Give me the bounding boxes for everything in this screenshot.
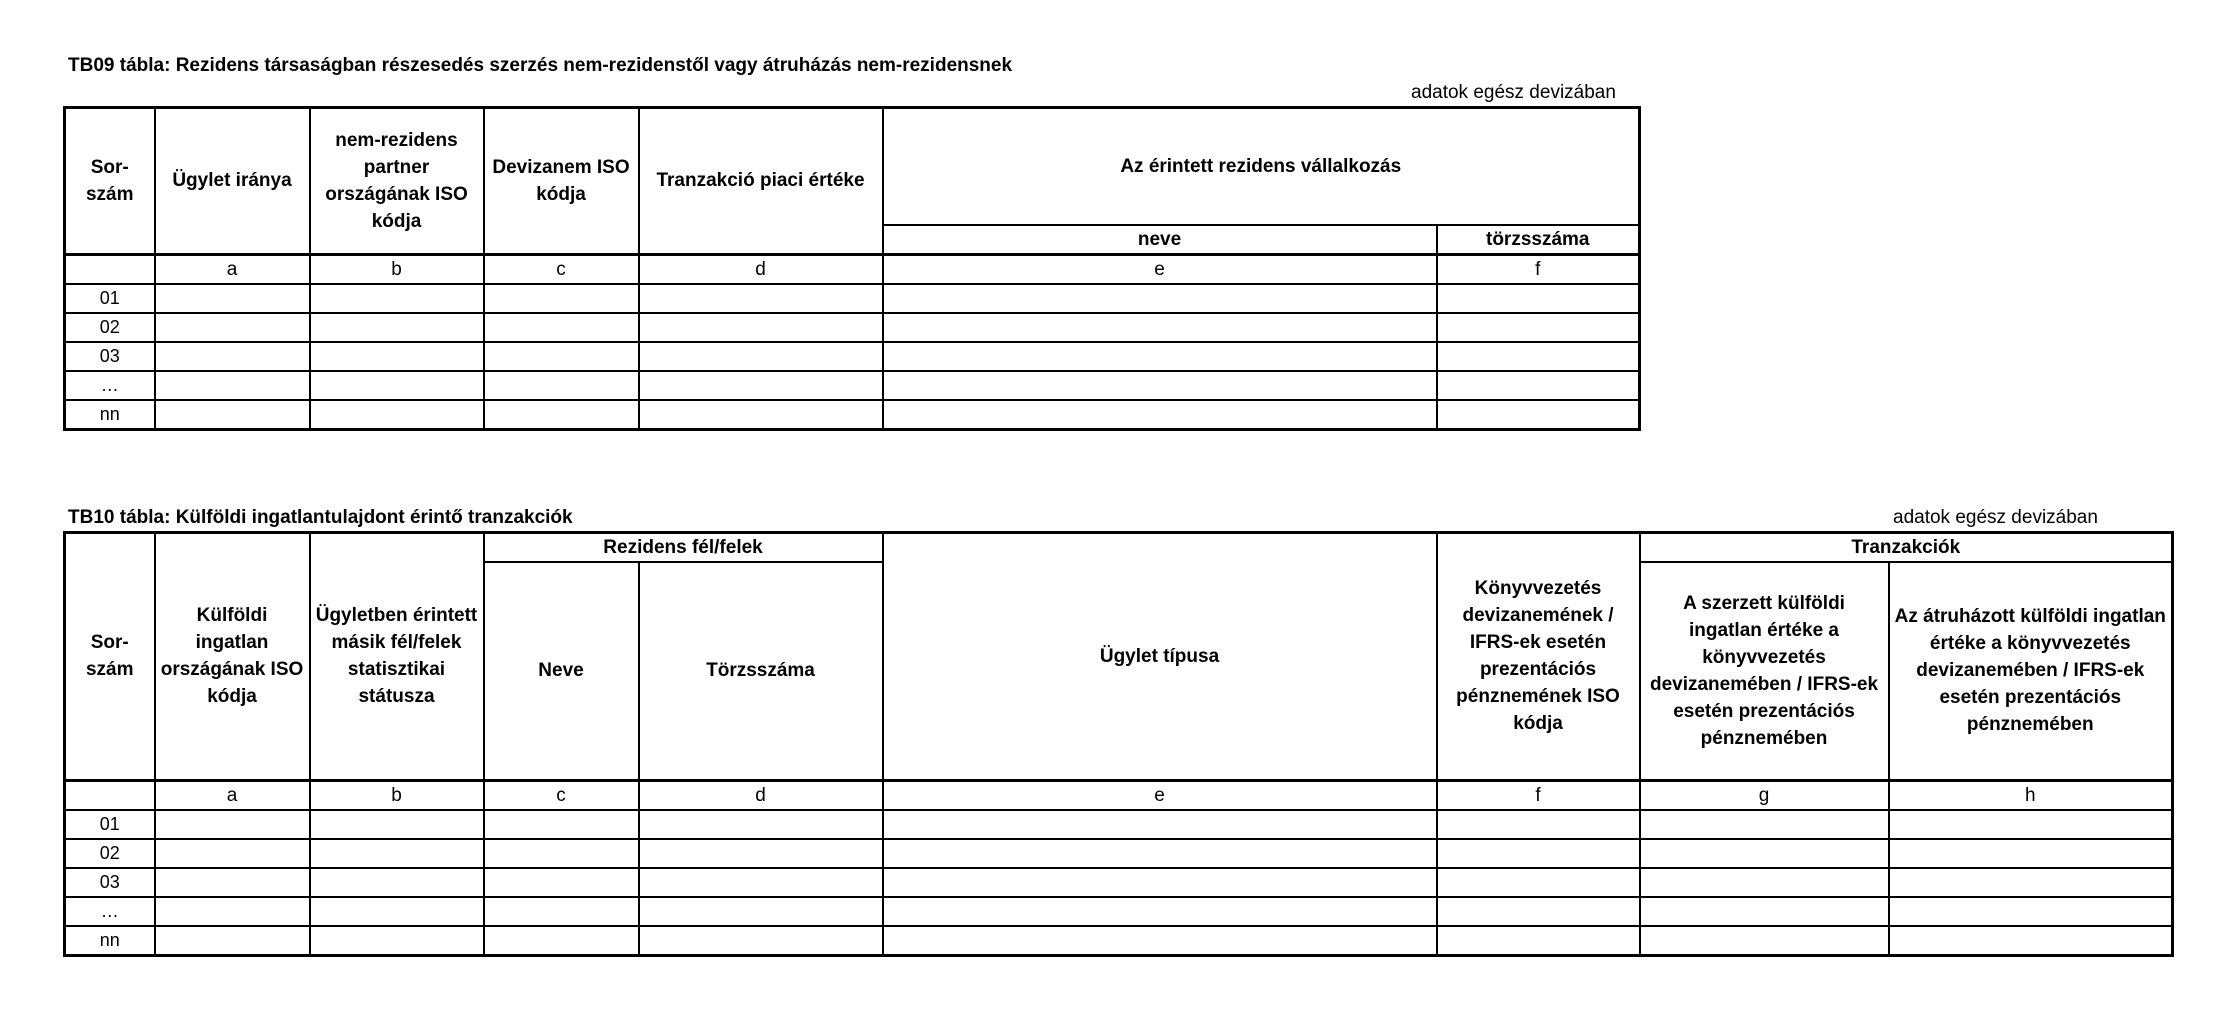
- tb10-letter-h: h: [1889, 780, 2173, 810]
- row-number: 02: [65, 839, 155, 868]
- cell-d[interactable]: [639, 313, 883, 342]
- cell-c[interactable]: [484, 400, 639, 430]
- tb10-header-atruhazott: Az átruházott külföldi ingatlan értéke a könyvvezetés devizanemében / IFRS-ek esetén prezentációs pénznemében: [1889, 562, 2173, 780]
- cell-a[interactable]: [155, 313, 310, 342]
- cell-b[interactable]: [310, 342, 484, 371]
- cell-a[interactable]: [155, 371, 310, 400]
- tb09-header-piaci-ertek: Tranzakció piaci értéke: [639, 108, 883, 255]
- tb09-table-row: [65, 400, 1640, 430]
- cell-d[interactable]: [639, 926, 883, 956]
- cell-f[interactable]: [1437, 400, 1640, 430]
- tb10-table-row: [65, 839, 2173, 868]
- cell-d[interactable]: [639, 868, 883, 897]
- cell-e[interactable]: [883, 868, 1437, 897]
- cell-a[interactable]: [155, 839, 310, 868]
- row-number: 01: [65, 284, 155, 313]
- tb10-header-tranzakciok-group: Tranzakciók: [1640, 533, 2173, 563]
- cell-c[interactable]: [484, 371, 639, 400]
- cell-d[interactable]: [639, 839, 883, 868]
- tb10-letter-a: a: [155, 780, 310, 810]
- row-number: 01: [65, 810, 155, 839]
- cell-e[interactable]: [883, 284, 1437, 313]
- tb10-table-row: [65, 926, 2173, 956]
- tb10-letter-d: d: [639, 780, 883, 810]
- tb10-table-row: [65, 868, 2173, 897]
- tb10-header-neve: Neve: [484, 562, 639, 780]
- cell-b[interactable]: [310, 810, 484, 839]
- tb09-header-devizanem: Devizanem ISO kódja: [484, 108, 639, 255]
- tb09-header-partner-iso: nem-rezidens partner országának ISO kódja: [310, 108, 484, 255]
- tb09-table-row: [65, 342, 1640, 371]
- cell-e[interactable]: [883, 313, 1437, 342]
- row-number: nn: [65, 400, 155, 430]
- cell-f[interactable]: [1437, 284, 1640, 313]
- cell-g[interactable]: [1640, 926, 1889, 956]
- row-number: …: [65, 897, 155, 926]
- cell-c[interactable]: [484, 810, 639, 839]
- tb09-header-ugylet-iranya: Ügylet iránya: [155, 108, 310, 255]
- cell-a[interactable]: [155, 400, 310, 430]
- cell-d[interactable]: [639, 284, 883, 313]
- cell-a[interactable]: [155, 926, 310, 956]
- cell-h[interactable]: [1889, 897, 2173, 926]
- cell-c[interactable]: [484, 868, 639, 897]
- row-number: 03: [65, 342, 155, 371]
- cell-h[interactable]: [1889, 926, 2173, 956]
- tb09-unit-note: adatok egész devizában: [1411, 82, 1616, 103]
- tb09-letter-blank: [65, 254, 155, 284]
- tb09-table-row: [65, 284, 1640, 313]
- cell-f[interactable]: [1437, 839, 1640, 868]
- tb10-header-masik-fel: Ügyletben érintett másik fél/felek statisztikai státusza: [310, 533, 484, 781]
- cell-h[interactable]: [1889, 810, 2173, 839]
- cell-a[interactable]: [155, 810, 310, 839]
- cell-b[interactable]: [310, 926, 484, 956]
- cell-g[interactable]: [1640, 868, 1889, 897]
- cell-f[interactable]: [1437, 371, 1640, 400]
- tb10-header-ugylet-tipusa: Ügylet típusa: [883, 533, 1437, 781]
- cell-b[interactable]: [310, 371, 484, 400]
- tb10-header-kulfoldi-iso: Külföldi ingatlan országának ISO kódja: [155, 533, 310, 781]
- tb10-table: [63, 531, 2174, 957]
- cell-f[interactable]: [1437, 342, 1640, 371]
- tb10-letter-b: b: [310, 780, 484, 810]
- cell-e[interactable]: [883, 926, 1437, 956]
- cell-b[interactable]: [310, 897, 484, 926]
- tb10-letter-e: e: [883, 780, 1437, 810]
- tb09-letter-e: e: [883, 254, 1437, 284]
- tb10-header-sorszam: Sor- szám: [65, 533, 155, 781]
- tb09-title: TB09 tábla: Rezidens társaságban részesedés szerzés nem-rezidenstől vagy átruházás nem-rezidensnek: [68, 55, 1013, 76]
- cell-c[interactable]: [484, 284, 639, 313]
- cell-e[interactable]: [883, 810, 1437, 839]
- row-number: 02: [65, 313, 155, 342]
- tb10-letter-g: g: [1640, 780, 1889, 810]
- tb10-header-rezidens-group: Rezidens fél/felek: [484, 533, 883, 563]
- cell-f[interactable]: [1437, 313, 1640, 342]
- cell-e[interactable]: [883, 342, 1437, 371]
- row-number: …: [65, 371, 155, 400]
- cell-c[interactable]: [484, 926, 639, 956]
- tb10-letter-f: f: [1437, 780, 1640, 810]
- cell-a[interactable]: [155, 284, 310, 313]
- cell-f[interactable]: [1437, 926, 1640, 956]
- cell-d[interactable]: [639, 400, 883, 430]
- cell-d[interactable]: [639, 810, 883, 839]
- cell-b[interactable]: [310, 868, 484, 897]
- tb09-header-erintett-group: Az érintett rezidens vállalkozás: [883, 108, 1640, 225]
- tb10-header-konyvvezetes: Könyvvezetés devizanemének / IFRS-ek esetén prezentációs pénznemének ISO kódja: [1437, 533, 1640, 781]
- row-number: 03: [65, 868, 155, 897]
- cell-d[interactable]: [639, 897, 883, 926]
- tb09-table: [63, 106, 1641, 431]
- cell-f[interactable]: [1437, 897, 1640, 926]
- cell-c[interactable]: [484, 313, 639, 342]
- tb10-table-row: [65, 897, 2173, 926]
- cell-g[interactable]: [1640, 810, 1889, 839]
- tb09-table-row: [65, 371, 1640, 400]
- tb09-letter-f: f: [1437, 254, 1640, 284]
- cell-c[interactable]: [484, 342, 639, 371]
- cell-e[interactable]: [883, 371, 1437, 400]
- cell-g[interactable]: [1640, 897, 1889, 926]
- tb09-header-neve: neve: [883, 225, 1437, 255]
- tb09-letter-c: c: [484, 254, 639, 284]
- cell-h[interactable]: [1889, 839, 2173, 868]
- cell-d[interactable]: [639, 342, 883, 371]
- cell-c[interactable]: [484, 839, 639, 868]
- tb09-letter-a: a: [155, 254, 310, 284]
- tb10-table-row: [65, 810, 2173, 839]
- tb09-letter-d: d: [639, 254, 883, 284]
- tb10-letter-blank: [65, 780, 155, 810]
- cell-e[interactable]: [883, 839, 1437, 868]
- tb09-letter-b: b: [310, 254, 484, 284]
- tb10-header-torzsszama: Törzsszáma: [639, 562, 883, 780]
- cell-e[interactable]: [883, 400, 1437, 430]
- cell-h[interactable]: [1889, 868, 2173, 897]
- tb10-title: TB10 tábla: Külföldi ingatlantulajdont érintő tranzakciók: [68, 507, 573, 528]
- cell-a[interactable]: [155, 342, 310, 371]
- cell-b[interactable]: [310, 313, 484, 342]
- cell-b[interactable]: [310, 400, 484, 430]
- tb09-header-sorszam: Sor- szám: [65, 108, 155, 255]
- cell-a[interactable]: [155, 897, 310, 926]
- cell-a[interactable]: [155, 868, 310, 897]
- cell-b[interactable]: [310, 839, 484, 868]
- tb10-header-szerzett: A szerzett külföldi ingatlan értéke a könyvvezetés devizanemében / IFRS-ek esetén prezentációs pénznemében: [1640, 562, 1889, 780]
- cell-f[interactable]: [1437, 868, 1640, 897]
- cell-c[interactable]: [484, 897, 639, 926]
- cell-f[interactable]: [1437, 810, 1640, 839]
- cell-g[interactable]: [1640, 839, 1889, 868]
- cell-b[interactable]: [310, 284, 484, 313]
- tb10-unit-note: adatok egész devizában: [1893, 507, 2098, 528]
- tb10-letter-c: c: [484, 780, 639, 810]
- tb09-header-torzsszama: törzsszáma: [1437, 225, 1640, 255]
- row-number: nn: [65, 926, 155, 956]
- tb09-table-row: [65, 313, 1640, 342]
- cell-e[interactable]: [883, 897, 1437, 926]
- cell-d[interactable]: [639, 371, 883, 400]
